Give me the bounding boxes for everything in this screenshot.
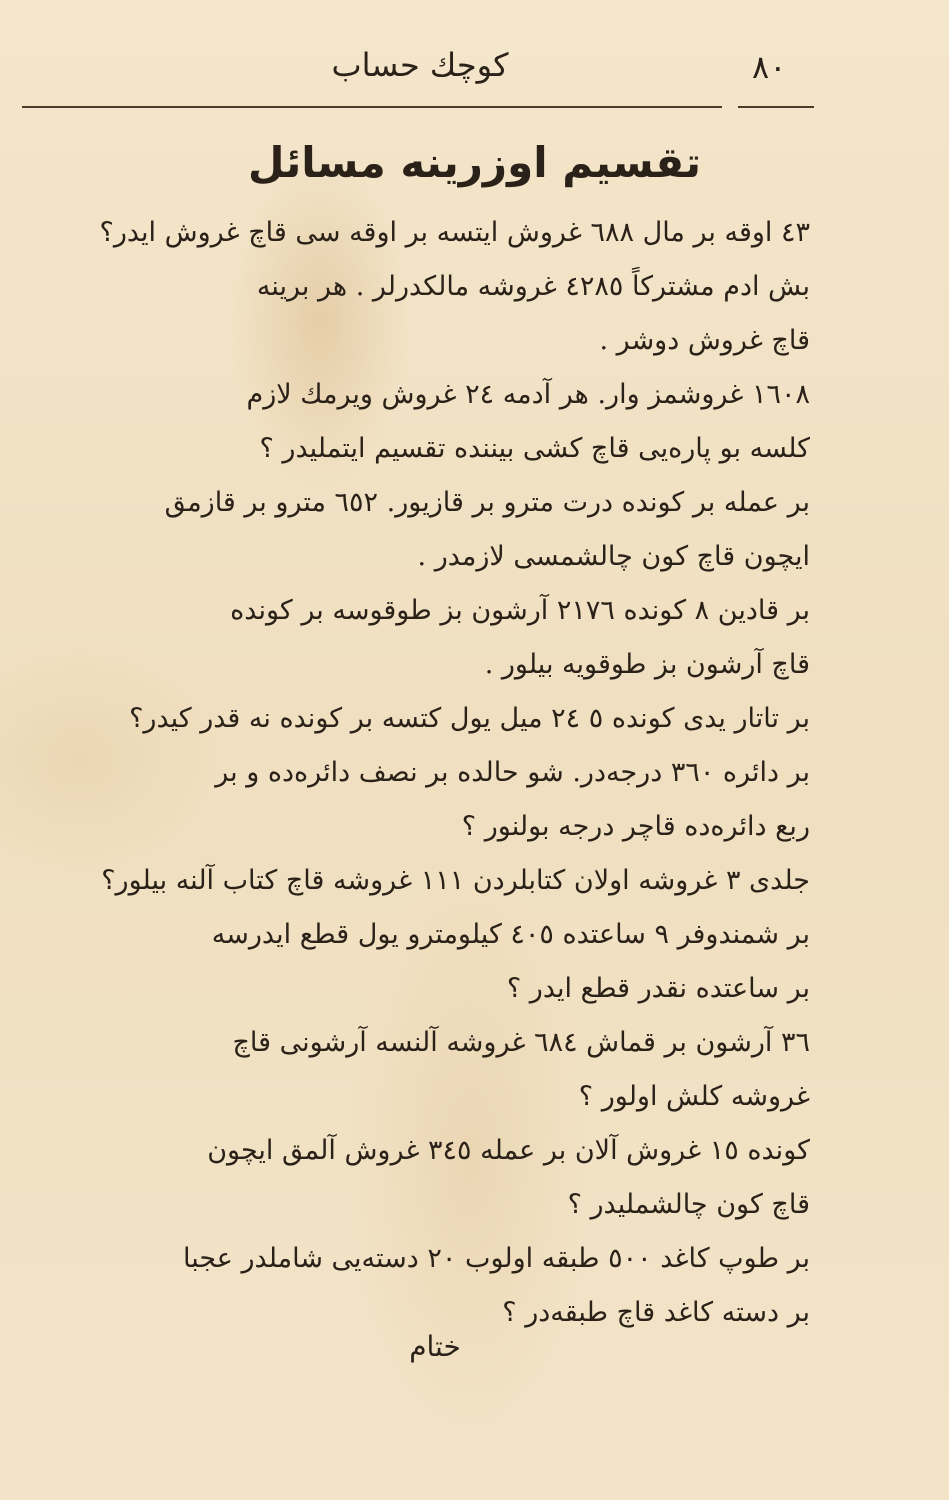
- text-line: ایچون قاچ کون چالشمسی لازمدر .: [417, 541, 810, 572]
- text-line: بش ادم مشترکاً ٤٢٨٥ غروشه مالکدرلر . هر برینه: [256, 271, 810, 302]
- text-line: ربع دائره‌ده قاچر درجه بولنور ؟: [461, 811, 810, 842]
- header-rule-short: [738, 106, 814, 108]
- running-title: کوچك حساب: [331, 46, 509, 84]
- text-line: ٣٦ آرشون بر قماش ٦٨٤ غروشه آلنسه آرشونی قاچ: [232, 1027, 810, 1058]
- text-line: بر شمندوفر ٩ ساعتده ٤٠٥ کیلومترو یول قطع ایدرسه: [211, 919, 810, 950]
- text-line: کونده ١٥ غروش آلان بر عمله ٣٤٥ غروش آلمق ایچون: [207, 1135, 810, 1166]
- text-line: قاچ غروش دوشر .: [599, 325, 810, 356]
- problem-list: [40, 206, 810, 1340]
- section-title: تقسیم اوزرینه مسائل: [247, 138, 702, 187]
- text-line: بر قادین ٨ کونده ٢١٧٦ آرشون بز طوقوسه بر کونده: [230, 595, 810, 626]
- text-line: بر عمله بر کونده درت مترو بر قازیور. ٦٥٢ مترو بر قازمق: [164, 487, 810, 518]
- text-line: قاچ کون چالشملیدر ؟: [567, 1189, 810, 1220]
- text-line: قاچ آرشون بز طوقویه بیلور .: [484, 649, 810, 680]
- text-line: بر دائره ٣٦٠ درجه‌در. شو حالده بر نصف دائره‌ده و بر: [215, 757, 810, 788]
- text-line: بر ساعتده نقدر قطع ایدر ؟: [506, 973, 810, 1004]
- text-line: بر تاتار یدی کونده ٥ ٢٤ میل یول کتسه بر کونده نه قدر کیدر؟: [129, 703, 810, 734]
- text-line: غروشه کلش اولور ؟: [578, 1081, 810, 1112]
- text-line: ١٦٠٨ غروشمز وار. هر آدمه ٢٤ غروش ویرمك لازم: [246, 379, 810, 410]
- page-number: ٨٠: [752, 48, 787, 86]
- header-rule: [22, 106, 722, 108]
- text-line: کلسه بو پاره‌یی قاچ کشی بیننده تقسیم ایتملیدر ؟: [259, 433, 810, 464]
- end-mark: ختام: [409, 1330, 461, 1363]
- text-line: جلدی ٣ غروشه اولان کتابلردن ١١١ غروشه قاچ کتاب آلنه بیلور؟: [101, 865, 810, 896]
- text-line: بر طوپ کاغد ٥٠٠ طبقه اولوب ٢٠ دسته‌یی شاملدر عجبا: [183, 1243, 810, 1274]
- page-header: [0, 40, 949, 110]
- text-line: بر دسته کاغد قاچ طبقه‌در ؟: [502, 1297, 810, 1328]
- text-line: ٤٣ اوقه بر مال ٦٨٨ غروش ایتسه بر اوقه سی قاچ غروش ایدر؟: [99, 217, 810, 248]
